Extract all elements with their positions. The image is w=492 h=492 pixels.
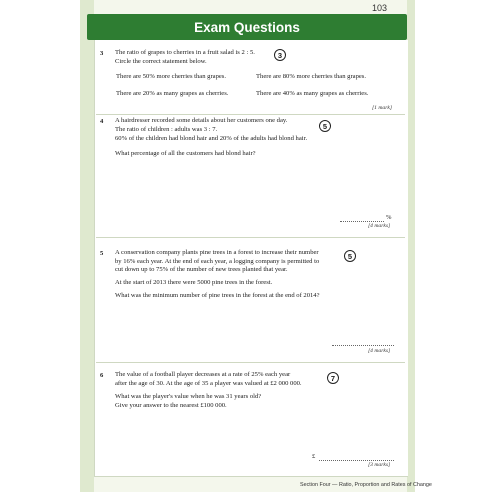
question-5-line-4: At the start of 2013 there were 5000 pine trees in the forest. <box>115 279 273 286</box>
question-3-grade-badge <box>274 49 286 61</box>
question-5-grade: 5 <box>347 251 353 261</box>
question-6-instruction: Give your answer to the nearest £100 000. <box>115 402 227 409</box>
left-margin-strip <box>80 0 94 492</box>
question-6-number: 6 <box>100 372 104 379</box>
question-6-question: What was the player's value when he was 31 years old? <box>115 393 262 400</box>
question-3-marks: [1 mark] <box>372 105 393 111</box>
header-title: Exam Questions <box>194 19 300 35</box>
question-5-line-2: by 16% each year. At the end of each year, a logging company is permitted to <box>115 258 320 265</box>
question-5-grade-badge <box>344 250 356 262</box>
question-6-grade-badge <box>327 372 339 384</box>
divider <box>96 114 405 115</box>
page-footer: Section Four — Ratio, Proportion and Rates of Change <box>300 482 432 488</box>
section-header <box>87 14 407 40</box>
question-3-option-4[interactable]: There are 40% as many grapes as cherries. <box>256 90 369 97</box>
question-3-option-2[interactable]: There are 80% more cherries than grapes. <box>256 73 367 80</box>
question-3-option-1[interactable]: There are 50% more cherries than grapes. <box>116 73 227 80</box>
question-4-marks: [4 marks] <box>368 223 391 229</box>
question-4-number: 4 <box>100 118 104 125</box>
question-6-marks: [3 marks] <box>368 462 391 468</box>
question-5-number: 5 <box>100 250 104 257</box>
question-3-line-2: Circle the correct statement below. <box>115 58 207 65</box>
question-6-currency: £ <box>312 453 316 460</box>
question-4-line-2: The ratio of children : adults was 3 : 7. <box>115 126 218 133</box>
question-6-line-2: after the age of 30. At the age of 35 a player was valued at £2 000 000. <box>115 380 302 387</box>
question-6-grade: 7 <box>330 373 336 383</box>
page-number: 103 <box>372 3 388 13</box>
question-4-line-3: 60% of the children had blond hair and 20% of the adults had blond hair. <box>115 135 308 142</box>
right-margin-strip <box>407 0 415 492</box>
question-4-answer-line[interactable] <box>340 221 384 222</box>
question-3-option-3[interactable]: There are 20% as many grapes as cherries. <box>116 90 229 97</box>
question-5-line-1: A conservation company plants pine trees in a forest to increase their number <box>115 249 319 256</box>
question-3-number: 3 <box>100 50 104 57</box>
question-4-question: What percentage of all the customers had blond hair? <box>115 150 256 157</box>
question-5-marks: [4 marks] <box>368 348 391 354</box>
divider <box>96 362 405 363</box>
question-6-line-1: The value of a football player decreases at a rate of 25% each year <box>115 371 291 378</box>
question-5-question: What was the minimum number of pine trees in the forest at the end of 2014? <box>115 292 320 299</box>
question-4-grade: 5 <box>322 121 328 131</box>
question-4-line-1: A hairdresser recorded some details about her customers one day. <box>115 117 288 124</box>
question-6-answer-line[interactable] <box>319 460 394 461</box>
question-5-answer-line[interactable] <box>332 345 394 346</box>
question-4-grade-badge <box>319 120 331 132</box>
question-3-line-1: The ratio of grapes to cherries in a fruit salad is 2 : 5. <box>115 49 255 56</box>
question-5-line-3: cut down up to 75% of the number of new trees planted that year. <box>115 266 288 273</box>
question-3-grade: 3 <box>277 50 283 60</box>
question-4-unit: % <box>386 214 392 221</box>
divider <box>96 237 405 238</box>
